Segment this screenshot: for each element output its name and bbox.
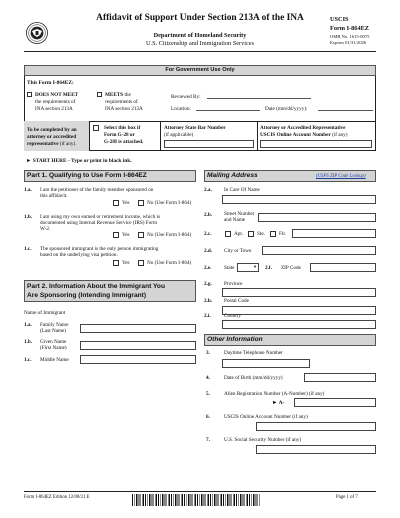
a-number-num: 5. bbox=[206, 391, 210, 397]
given-name-num: 1.b. bbox=[24, 339, 33, 345]
agency-name: U.S. Citizenship and Immigration Services bbox=[145, 40, 255, 47]
part1-1c-no: No (Use Form I-864) bbox=[147, 260, 192, 266]
completed-by-line1: To be completed by an bbox=[27, 127, 77, 133]
phone-num: 3. bbox=[206, 350, 210, 356]
dob-label: Date of Birth (mm/dd/yyyy) bbox=[224, 375, 283, 381]
attorney-acct-bold: USCIS Online Account Number bbox=[260, 132, 331, 138]
a-number-label: Alien Registration Number (A-Number) (if any) bbox=[224, 391, 325, 397]
mail-2g-num: 2.g. bbox=[204, 281, 212, 287]
attorney-online-account-input[interactable] bbox=[260, 140, 372, 148]
omb-number: OMB No. 1615-0075 bbox=[330, 34, 370, 39]
dob-num: 4. bbox=[206, 375, 210, 381]
online-acct-label: USCIS Online Account Number (if any) bbox=[224, 414, 308, 420]
a-number-input[interactable] bbox=[294, 398, 376, 407]
completed-by-ifany: (if any). bbox=[59, 141, 77, 147]
start-here-text: START HERE - Type or print in black ink. bbox=[32, 158, 132, 164]
part1-1b-text1: I am using my own earned or retirement income, which is bbox=[40, 214, 160, 220]
attorney-acct-line1: Attorney or Accredited Representative bbox=[260, 125, 346, 131]
online-acct-input[interactable] bbox=[256, 422, 376, 431]
government-use-title: For Government Use Only bbox=[165, 67, 235, 73]
location-line[interactable] bbox=[196, 110, 260, 111]
zip-lookup-link[interactable]: (USPS ZIP Code Lookup) bbox=[316, 174, 366, 179]
apt-label: Apt. bbox=[234, 231, 244, 237]
part1-1b-text2: documented using Internal Revenue Service (IRS) Form bbox=[40, 220, 157, 226]
flr-checkbox[interactable] bbox=[270, 231, 276, 237]
middle-name-input[interactable] bbox=[80, 355, 196, 364]
part1-title: Part 1. Qualifying to Use Form I-864EZ bbox=[27, 172, 147, 179]
mail-2h-num: 2.h. bbox=[204, 298, 213, 304]
postal-label: Postal Code bbox=[224, 298, 249, 304]
meets-the: the bbox=[124, 92, 131, 98]
uscis-label: USCIS bbox=[330, 16, 349, 23]
phone-label: Daytime Telephone Number bbox=[224, 350, 283, 356]
date-label: Date (mm/dd/yyyy): bbox=[265, 106, 308, 112]
part1-1c-num: 1.c. bbox=[24, 246, 32, 252]
arrow-right-icon: ► bbox=[272, 400, 278, 406]
mail-2i-num: 2.i. bbox=[204, 313, 211, 319]
province-input[interactable] bbox=[222, 288, 376, 297]
part1-1a-yes: Yes bbox=[122, 200, 130, 206]
meets-line2: requirements of bbox=[105, 99, 138, 105]
part1-1c-text2: based on the underlying visa petition. bbox=[40, 252, 118, 258]
zip-input[interactable] bbox=[310, 263, 376, 272]
location-label: Location: bbox=[171, 106, 191, 112]
part2-title-line1: Part 2. Information About the Immigrant You bbox=[27, 283, 165, 290]
mail-2d-num: 2.d. bbox=[204, 248, 213, 254]
meets-line3: INA section 213A bbox=[105, 106, 143, 112]
bar-number-input[interactable] bbox=[164, 140, 254, 148]
flr-label: Flr. bbox=[279, 231, 287, 237]
dhs-seal-icon bbox=[26, 22, 48, 44]
mail-2c-num: 2.c. bbox=[204, 231, 212, 237]
barcode-icon bbox=[132, 494, 260, 506]
apt-checkbox[interactable] bbox=[225, 231, 231, 237]
part1-1a-text1: I am the petitioner of the family member sponsored on bbox=[40, 187, 154, 193]
part1-1a-no-checkbox[interactable] bbox=[138, 200, 144, 206]
in-care-of-label: In Care Of Name bbox=[224, 187, 260, 193]
meets-checkbox[interactable] bbox=[97, 92, 102, 97]
completed-by-rep: representative bbox=[27, 141, 59, 147]
meets-label bbox=[105, 92, 131, 98]
header-rule bbox=[24, 51, 376, 52]
part1-1a-num: 1.a. bbox=[24, 187, 32, 193]
country-input[interactable] bbox=[222, 320, 376, 329]
part1-1a-yes-checkbox[interactable] bbox=[113, 200, 119, 206]
part1-1a-no: No (Use Form I-864) bbox=[147, 200, 192, 206]
mail-2f-num: 2.f. bbox=[265, 265, 272, 271]
middle-name-num: 1.c. bbox=[24, 357, 32, 363]
arrow-right-icon: ► bbox=[26, 158, 32, 164]
country-label: Country bbox=[224, 313, 242, 319]
part1-1b-yes: Yes bbox=[122, 232, 130, 238]
middle-name-label: Middle Name bbox=[40, 357, 69, 363]
other-info-title: Other Information bbox=[207, 336, 263, 343]
online-acct-num: 6. bbox=[206, 414, 210, 420]
family-name-num: 1.a. bbox=[24, 322, 32, 328]
given-name-sub: (First Name) bbox=[40, 345, 67, 351]
g28-divider bbox=[160, 121, 161, 151]
g28-line3: G-28I is attached. bbox=[104, 139, 144, 145]
date-line[interactable] bbox=[318, 110, 373, 111]
page-title: Affidavit of Support Under Section 213A of the INA bbox=[96, 13, 304, 23]
street-label-2: and Name bbox=[224, 217, 246, 223]
footer-edition: Form I-864EZ Edition 12/08/21 E bbox=[24, 495, 90, 500]
ssn-label: U.S. Social Security Number (if any) bbox=[224, 437, 302, 443]
part1-1c-yes: Yes bbox=[122, 260, 130, 266]
family-name-sub: (Last Name) bbox=[40, 328, 67, 334]
apt-number-input[interactable] bbox=[292, 229, 376, 238]
state-label: State bbox=[224, 265, 235, 271]
dob-input[interactable] bbox=[304, 373, 376, 382]
mail-2a-num: 2.a. bbox=[204, 187, 212, 193]
ste-checkbox[interactable] bbox=[248, 231, 254, 237]
does-not-meet-label: DOES NOT MEET bbox=[35, 92, 79, 98]
footer-rule bbox=[24, 491, 376, 492]
ste-label: Ste. bbox=[257, 231, 265, 237]
online-acct-divider bbox=[257, 121, 258, 151]
part1-1b-text3: W-2. bbox=[40, 226, 51, 232]
does-not-meet-line2: the requirements of bbox=[35, 99, 76, 105]
attorney-acct-line2 bbox=[260, 132, 347, 138]
footer-page-number: Page 1 of 7 bbox=[336, 495, 358, 500]
part1-1c-no-checkbox[interactable] bbox=[138, 260, 144, 266]
part1-1b-num: 1.b. bbox=[24, 214, 33, 220]
phone-input[interactable] bbox=[222, 359, 310, 368]
part2-title-line2: Are Sponsoring (Intending Immigrant) bbox=[27, 292, 147, 299]
postal-input[interactable] bbox=[222, 306, 376, 315]
this-form-label: This Form I-864EZ: bbox=[27, 80, 74, 86]
family-name-label: Family Name bbox=[40, 322, 69, 328]
part1-1b-yes-checkbox[interactable] bbox=[113, 232, 119, 238]
city-label: City or Town bbox=[224, 248, 252, 254]
city-input[interactable] bbox=[262, 246, 376, 255]
street-label: Street Number bbox=[224, 211, 255, 217]
completed-by-line2: attorney or accredited bbox=[27, 134, 77, 140]
reviewed-by-label: Reviewed By: bbox=[171, 94, 201, 100]
part1-1b-no-checkbox[interactable] bbox=[138, 232, 144, 238]
reviewed-by-line[interactable] bbox=[207, 98, 311, 99]
given-name-input[interactable] bbox=[80, 341, 196, 350]
family-name-input[interactable] bbox=[80, 324, 196, 333]
state-chevron-down-icon: ▼ bbox=[253, 264, 257, 269]
name-of-immigrant-label: Name of Immigrant bbox=[24, 310, 66, 316]
a-number-prefix bbox=[272, 400, 285, 407]
g28-line1: Select this box if bbox=[104, 125, 141, 131]
does-not-meet-checkbox[interactable] bbox=[27, 92, 32, 97]
part1-1c-yes-checkbox[interactable] bbox=[113, 260, 119, 266]
mail-2b-num: 2.b. bbox=[204, 212, 213, 218]
g28-line2: Form G-28 or bbox=[104, 132, 135, 138]
expiration-date: Expires 01/31/2026 bbox=[330, 40, 367, 45]
completed-by-line3 bbox=[27, 141, 77, 147]
given-name-label: Given Name bbox=[40, 339, 67, 345]
part1-1b-no: No (Use Form I-864) bbox=[147, 232, 192, 238]
department-name: Department of Homeland Security bbox=[153, 32, 247, 39]
start-here bbox=[26, 158, 132, 164]
meets-bold: MEETS bbox=[105, 92, 124, 98]
zip-label: ZIP Code bbox=[281, 265, 301, 271]
street-input[interactable] bbox=[258, 213, 376, 222]
g28-attached-checkbox[interactable] bbox=[93, 125, 99, 131]
attorney-acct-ifany: (if any) bbox=[332, 132, 348, 138]
bar-number-sub: (if applicable) bbox=[164, 132, 194, 138]
part1-1a-text2: this affidavit. bbox=[40, 193, 68, 199]
mailing-address-title: Mailing Address bbox=[207, 172, 258, 179]
ssn-num: 7. bbox=[206, 437, 210, 443]
mail-2e-num: 2.e. bbox=[204, 265, 212, 271]
province-label: Province bbox=[224, 281, 243, 287]
in-care-of-input[interactable] bbox=[222, 195, 376, 204]
part1-1c-text1: The sponsored immigrant is the only person immigrating bbox=[40, 246, 159, 252]
does-not-meet-line3: INA section 213A bbox=[35, 106, 73, 112]
a-prefix-text: A- bbox=[278, 400, 285, 406]
ssn-input[interactable] bbox=[256, 445, 376, 454]
bar-number-label: Attorney State Bar Number bbox=[164, 125, 226, 131]
form-id: Form I-864EZ bbox=[330, 25, 370, 32]
